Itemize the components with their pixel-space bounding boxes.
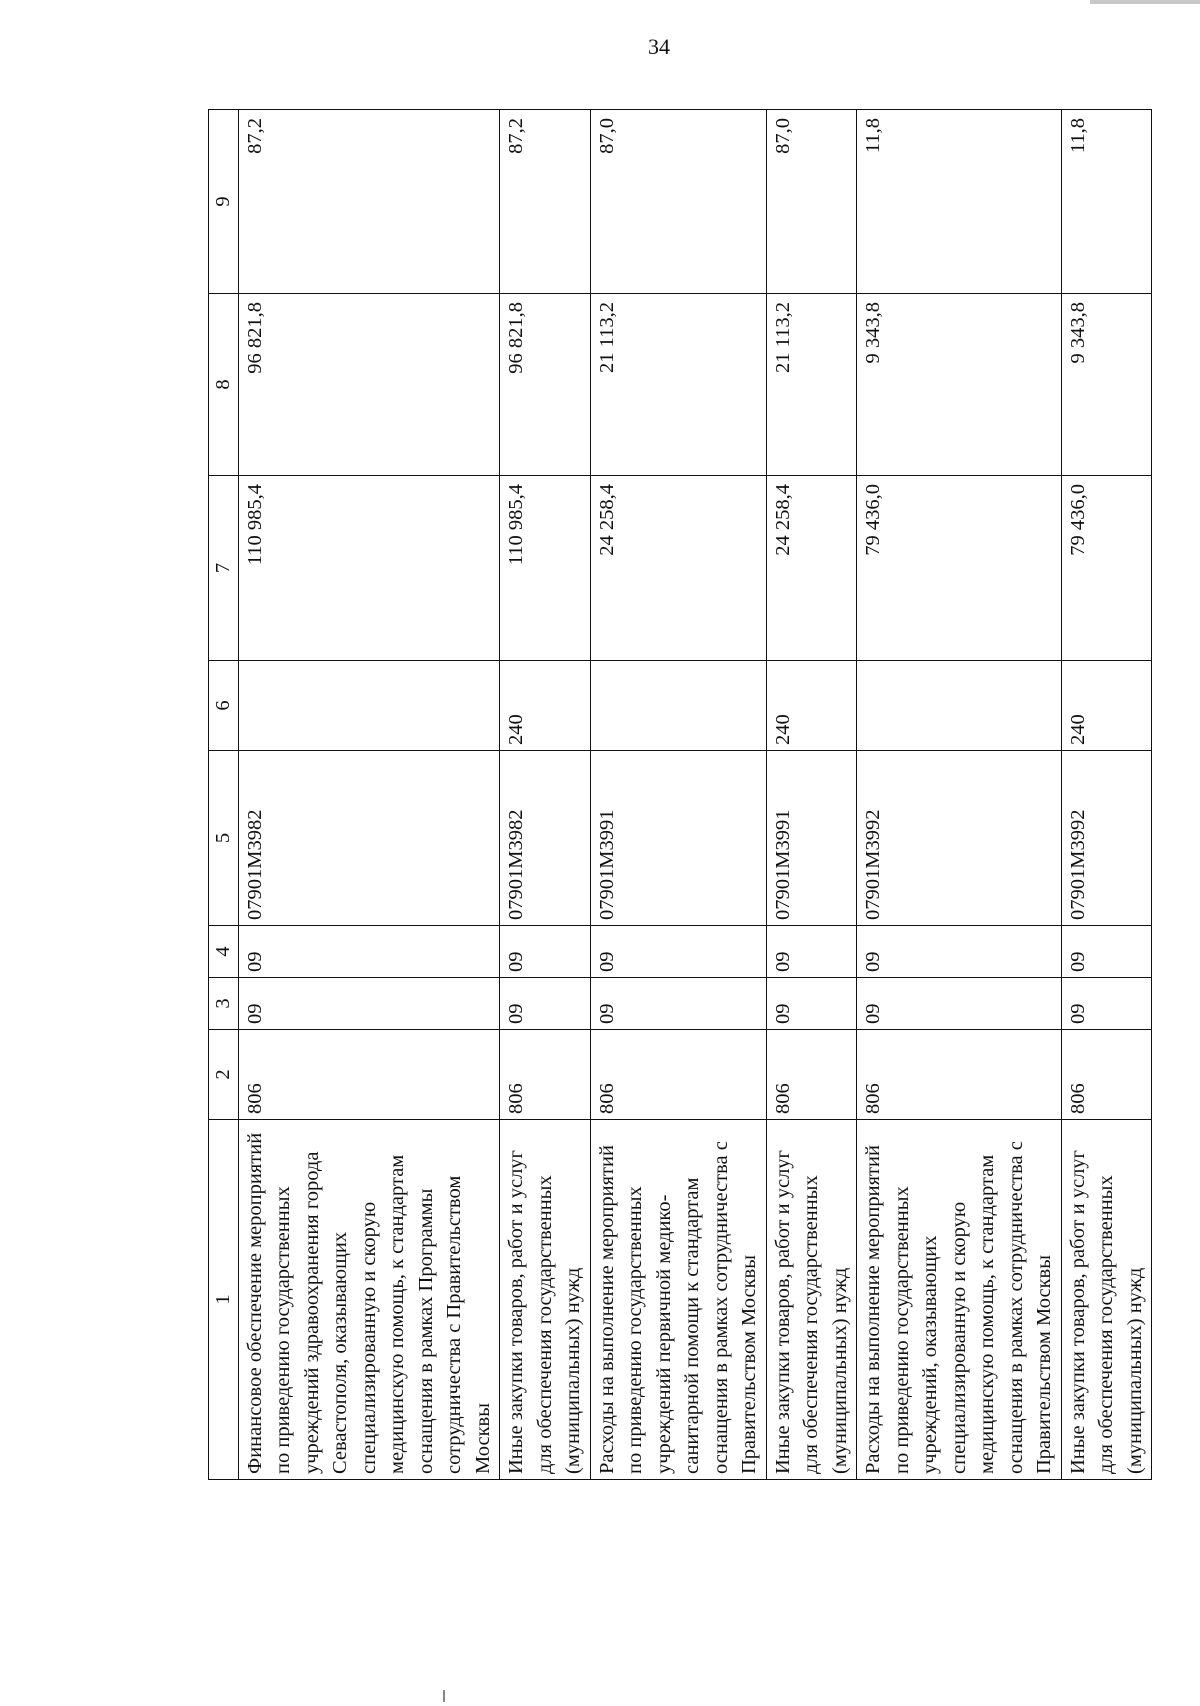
header-cell: 8 xyxy=(209,294,239,476)
table-row xyxy=(590,110,766,1480)
expense-type-cell xyxy=(857,661,1062,751)
header-cell: 5 xyxy=(209,751,239,926)
percent-cell: 87,0 xyxy=(766,110,857,294)
page-number: 34 xyxy=(648,34,670,59)
plan-amount-cell: 110 985,4 xyxy=(500,476,591,661)
budget-table xyxy=(208,109,1152,1480)
target-article-cell: 07901М3991 xyxy=(590,751,766,926)
expense-type-cell: 240 xyxy=(1061,661,1152,751)
section-cell: 09 xyxy=(1061,978,1152,1030)
header-cell: 7 xyxy=(209,476,239,661)
header-row xyxy=(209,110,239,1480)
expense-type-cell xyxy=(238,661,500,751)
actual-amount-cell: 21 113,2 xyxy=(590,294,766,476)
expense-name-cell: Иные закупки товаров, работ и услуг для обеспечения государственных (муниципальных) нужд xyxy=(1061,1120,1152,1480)
plan-amount-cell: 79 436,0 xyxy=(857,476,1062,661)
header-cell: 4 xyxy=(209,926,239,978)
scan-edge-mark xyxy=(1090,0,1200,4)
ministry-code-cell: 806 xyxy=(500,1030,591,1120)
header-cell: 3 xyxy=(209,978,239,1030)
section-cell: 09 xyxy=(500,978,591,1030)
percent-cell: 87,0 xyxy=(590,110,766,294)
ministry-code-cell: 806 xyxy=(1061,1030,1152,1120)
target-article-cell: 07901М3982 xyxy=(500,751,591,926)
target-article-cell: 07901М3991 xyxy=(766,751,857,926)
section-cell: 09 xyxy=(590,978,766,1030)
section-cell: 09 xyxy=(766,978,857,1030)
plan-amount-cell: 24 258,4 xyxy=(766,476,857,661)
plan-amount-cell: 79 436,0 xyxy=(1061,476,1152,661)
ministry-code-cell: 806 xyxy=(766,1030,857,1120)
expense-name-cell: Иные закупки товаров, работ и услуг для обеспечения государственных (муниципальных) нужд xyxy=(500,1120,591,1480)
plan-amount-cell: 110 985,4 xyxy=(238,476,500,661)
expense-type-cell: 240 xyxy=(500,661,591,751)
ministry-code-cell: 806 xyxy=(238,1030,500,1120)
header-cell: 6 xyxy=(209,661,239,751)
subsection-cell: 09 xyxy=(238,926,500,978)
actual-amount-cell: 9 343,8 xyxy=(1061,294,1152,476)
expense-type-cell: 240 xyxy=(766,661,857,751)
actual-amount-cell: 9 343,8 xyxy=(857,294,1062,476)
header-cell: 2 xyxy=(209,1030,239,1120)
expense-type-cell xyxy=(590,661,766,751)
percent-cell: 87,2 xyxy=(500,110,591,294)
ministry-code-cell: 806 xyxy=(590,1030,766,1120)
target-article-cell: 07901М3992 xyxy=(857,751,1062,926)
table-row xyxy=(1061,110,1152,1480)
percent-cell: 11,8 xyxy=(857,110,1062,294)
header-cell: 1 xyxy=(209,1120,239,1480)
header-cell: 9 xyxy=(209,110,239,294)
target-article-cell: 07901М3982 xyxy=(238,751,500,926)
section-cell: 09 xyxy=(238,978,500,1030)
table-row xyxy=(238,110,500,1480)
table-row xyxy=(857,110,1062,1480)
expense-name-cell: Расходы на выполнение мероприятий по приведению государственных учреждений первичной медико-санитарной помощи к стандартам оснащения в рамках сотрудничества с Правительством Москвы xyxy=(590,1120,766,1480)
actual-amount-cell: 96 821,8 xyxy=(238,294,500,476)
subsection-cell: 09 xyxy=(500,926,591,978)
subsection-cell: 09 xyxy=(857,926,1062,978)
rotated-table-container xyxy=(208,110,1146,1480)
plan-amount-cell: 24 258,4 xyxy=(590,476,766,661)
subsection-cell: 09 xyxy=(766,926,857,978)
table-row xyxy=(766,110,857,1480)
expense-name-cell: Расходы на выполнение мероприятий по приведению государственных учреждений, оказывающих специализированную и скорую медицинскую помощь, к стандартам оснащения в рамках сотрудничества с Правительством Москвы xyxy=(857,1120,1062,1480)
subsection-cell: 09 xyxy=(1061,926,1152,978)
scan-artifact xyxy=(443,1690,445,1702)
section-cell: 09 xyxy=(857,978,1062,1030)
ministry-code-cell: 806 xyxy=(857,1030,1062,1120)
target-article-cell: 07901М3992 xyxy=(1061,751,1152,926)
percent-cell: 87,2 xyxy=(238,110,500,294)
percent-cell: 11,8 xyxy=(1061,110,1152,294)
actual-amount-cell: 21 113,2 xyxy=(766,294,857,476)
actual-amount-cell: 96 821,8 xyxy=(500,294,591,476)
subsection-cell: 09 xyxy=(590,926,766,978)
expense-name-cell: Иные закупки товаров, работ и услуг для обеспечения государственных (муниципальных) нужд xyxy=(766,1120,857,1480)
table-row xyxy=(500,110,591,1480)
expense-name-cell: Финансовое обеспечение мероприятий по приведению государственных учреждений здравоохранения города Севастополя, оказывающих специализированную и скорую медицинскую помощь, к стандартам оснащения в рамках Программы сотрудничества с Правительством Москвы xyxy=(238,1120,500,1480)
